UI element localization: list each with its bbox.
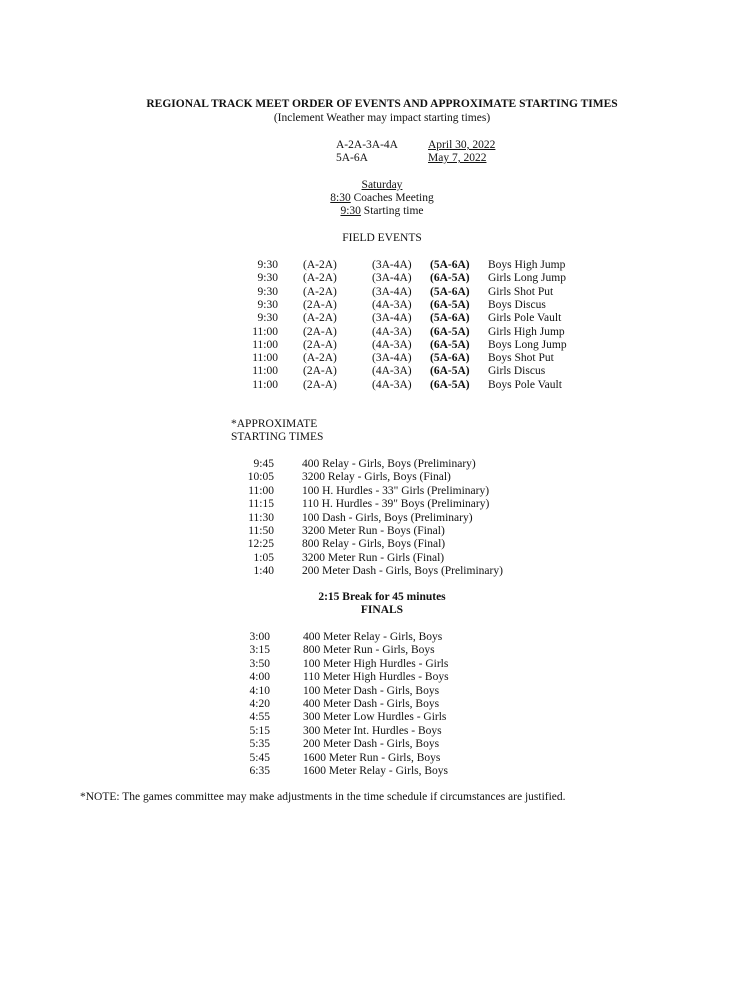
class-group-1: (2A-A)	[303, 325, 337, 338]
class-label: A-2A-3A-4A	[336, 139, 398, 151]
class-group-2: (4A-3A)	[372, 325, 412, 338]
class-group-3: (5A-6A)	[430, 259, 470, 271]
event-name: Girls Long Jump	[488, 272, 566, 285]
class-group-3: (6A-5A)	[430, 378, 470, 391]
event-time: 9:30	[257, 312, 278, 325]
event-time: 3:50	[249, 657, 270, 670]
event-name: 200 Meter Dash - Girls, Boys (Preliminary)	[302, 565, 503, 578]
event-time: 9:45	[253, 458, 274, 470]
class-group-3: (5A-6A)	[430, 352, 470, 365]
field-event-row	[0, 379, 750, 392]
field-event-row	[0, 299, 750, 312]
field-event-row	[0, 365, 750, 378]
field-event-row	[0, 259, 750, 272]
class-group-1: (A-2A)	[303, 312, 337, 325]
class-group-1: (2A-A)	[303, 378, 337, 391]
coaches-label: Coaches Meeting	[350, 192, 434, 204]
class-date: May 7, 2022	[428, 152, 487, 164]
event-name: Girls Shot Put	[488, 285, 554, 298]
final-event-row	[0, 631, 750, 644]
event-name: 800 Relay - Girls, Boys (Final)	[302, 538, 446, 551]
final-event-row	[0, 644, 750, 657]
event-time: 6:35	[249, 765, 270, 777]
event-time: 11:00	[252, 378, 278, 391]
class-group-3: (6A-5A)	[430, 298, 470, 311]
field-events-heading: FIELD EVENTS	[342, 232, 422, 244]
event-name: 300 Meter Low Hurdles - Girls	[303, 711, 447, 724]
final-event-row	[0, 752, 750, 765]
event-name: 300 Meter Int. Hurdles - Boys	[303, 724, 442, 737]
class-group-1: (2A-A)	[303, 365, 337, 378]
event-time: 9:30	[257, 285, 278, 298]
event-time: 4:10	[249, 684, 270, 697]
class-group-3: (6A-5A)	[430, 338, 470, 351]
event-time: 4:20	[249, 698, 270, 710]
approx-time-row	[0, 552, 750, 565]
event-name: 110 Meter High Hurdles - Boys	[303, 671, 449, 684]
event-time: 3:15	[249, 644, 270, 657]
event-time: 11:00	[252, 365, 278, 378]
approx-time-row	[0, 498, 750, 511]
class-group-1: (2A-A)	[303, 298, 337, 311]
final-event-row	[0, 765, 750, 778]
event-time: 9:30	[257, 259, 278, 271]
class-group-2: (3A-4A)	[372, 312, 412, 325]
event-name: 800 Meter Run - Girls, Boys	[303, 644, 435, 657]
event-name: 110 H. Hurdles - 39" Boys (Preliminary)	[302, 498, 490, 511]
event-name: Girls High Jump	[488, 325, 565, 338]
event-name: 400 Meter Relay - Girls, Boys	[303, 631, 443, 643]
final-event-row	[0, 725, 750, 738]
field-event-row	[0, 312, 750, 325]
event-name: 100 Meter Dash - Girls, Boys	[303, 684, 440, 697]
page-subtitle: (Inclement Weather may impact starting times)	[273, 112, 491, 124]
class-group-2: (3A-4A)	[372, 259, 412, 271]
event-time: 11:00	[252, 352, 278, 365]
class-group-3: (5A-6A)	[430, 312, 470, 325]
class-group-2: (3A-4A)	[372, 352, 412, 365]
final-event-row	[0, 685, 750, 698]
event-time: 11:00	[248, 484, 274, 497]
schedule-day: Saturday	[361, 179, 403, 191]
break-heading: 2:15 Break for 45 minutes	[318, 591, 446, 603]
approx-time-row	[0, 565, 750, 578]
field-event-row	[0, 286, 750, 299]
event-name: Boys Discus	[488, 298, 546, 311]
event-name: Boys High Jump	[488, 259, 566, 271]
approx-time-row	[0, 538, 750, 551]
event-time: 9:30	[257, 298, 278, 311]
event-name: 400 Meter Dash - Girls, Boys	[303, 698, 440, 710]
event-time: 4:55	[249, 711, 270, 724]
approx-time-row	[0, 525, 750, 538]
event-name: Girls Discus	[488, 365, 546, 378]
class-group-3: (6A-5A)	[430, 325, 470, 338]
class-group-2: (3A-4A)	[372, 285, 412, 298]
event-time: 12:25	[247, 538, 274, 551]
event-name: Boys Shot Put	[488, 352, 554, 365]
class-group-1: (A-2A)	[303, 352, 337, 365]
class-group-2: (4A-3A)	[372, 378, 412, 391]
footer-note: *NOTE: The games committee may make adjustments in the time schedule if circumstances are justified.	[80, 791, 566, 803]
event-time: 3:00	[249, 631, 270, 643]
event-time: 11:00	[252, 325, 278, 338]
event-name: 100 Meter High Hurdles - Girls	[303, 657, 449, 670]
event-name: 1600 Meter Relay - Girls, Boys	[303, 765, 449, 777]
approx-time-row	[0, 512, 750, 525]
approx-time-row	[0, 485, 750, 498]
event-name: 1600 Meter Run - Girls, Boys	[303, 751, 441, 764]
class-group-2: (4A-3A)	[372, 298, 412, 311]
event-name: Boys Pole Vault	[488, 378, 562, 391]
final-event-row	[0, 671, 750, 684]
event-name: 100 H. Hurdles - 33" Girls (Preliminary)	[302, 484, 490, 497]
coaches-time: 8:30	[330, 192, 351, 204]
class-label: 5A-6A	[336, 152, 368, 164]
event-name: 200 Meter Dash - Girls, Boys	[303, 738, 440, 751]
coaches-meeting	[0, 192, 750, 205]
field-event-row	[0, 272, 750, 285]
event-name: 400 Relay - Girls, Boys (Preliminary)	[302, 458, 476, 470]
event-name: Girls Pole Vault	[488, 312, 562, 325]
event-time: 5:45	[249, 751, 270, 764]
event-name: 3200 Relay - Girls, Boys (Final)	[302, 471, 451, 484]
finals-heading: FINALS	[360, 604, 404, 616]
event-time: 9:30	[257, 272, 278, 285]
page-title: REGIONAL TRACK MEET ORDER OF EVENTS AND APPROXIMATE STARTING TIMES	[146, 98, 618, 110]
event-time: 11:00	[252, 338, 278, 351]
approx-heading-line1: *APPROXIMATE	[231, 418, 318, 430]
event-time: 11:50	[248, 525, 274, 537]
start-time: 9:30	[340, 205, 361, 217]
event-time: 11:30	[248, 511, 274, 524]
event-name: Boys Long Jump	[488, 338, 567, 351]
event-time: 1:05	[253, 551, 274, 564]
event-time: 10:05	[247, 471, 274, 484]
event-time: 5:35	[249, 738, 270, 751]
event-time: 4:00	[249, 671, 270, 684]
field-event-row	[0, 326, 750, 339]
event-name: 3200 Meter Run - Boys (Final)	[302, 525, 445, 537]
class-group-2: (4A-3A)	[372, 365, 412, 378]
class-group-1: (A-2A)	[303, 259, 337, 271]
starting-time	[0, 205, 750, 218]
class-group-1: (A-2A)	[303, 285, 337, 298]
approx-heading-line2: STARTING TIMES	[231, 431, 324, 443]
event-time: 5:15	[249, 724, 270, 737]
final-event-row	[0, 658, 750, 671]
event-time: 11:15	[248, 498, 274, 511]
final-event-row	[0, 711, 750, 724]
class-date: April 30, 2022	[428, 139, 496, 151]
event-name: 3200 Meter Run - Girls (Final)	[302, 551, 445, 564]
start-label: Starting time	[360, 205, 424, 217]
event-name: 100 Dash - Girls, Boys (Preliminary)	[302, 511, 473, 524]
class-group-3: (5A-6A)	[430, 285, 470, 298]
class-group-1: (A-2A)	[303, 272, 337, 285]
field-event-row	[0, 339, 750, 352]
class-group-3: (6A-5A)	[430, 272, 470, 285]
class-group-2: (4A-3A)	[372, 338, 412, 351]
event-time: 1:40	[253, 565, 274, 578]
class-group-3: (6A-5A)	[430, 365, 470, 378]
field-event-row	[0, 352, 750, 365]
approx-time-row	[0, 458, 750, 471]
final-event-row	[0, 698, 750, 711]
class-group-1: (2A-A)	[303, 338, 337, 351]
class-group-2: (3A-4A)	[372, 272, 412, 285]
approx-time-row	[0, 471, 750, 484]
final-event-row	[0, 738, 750, 751]
